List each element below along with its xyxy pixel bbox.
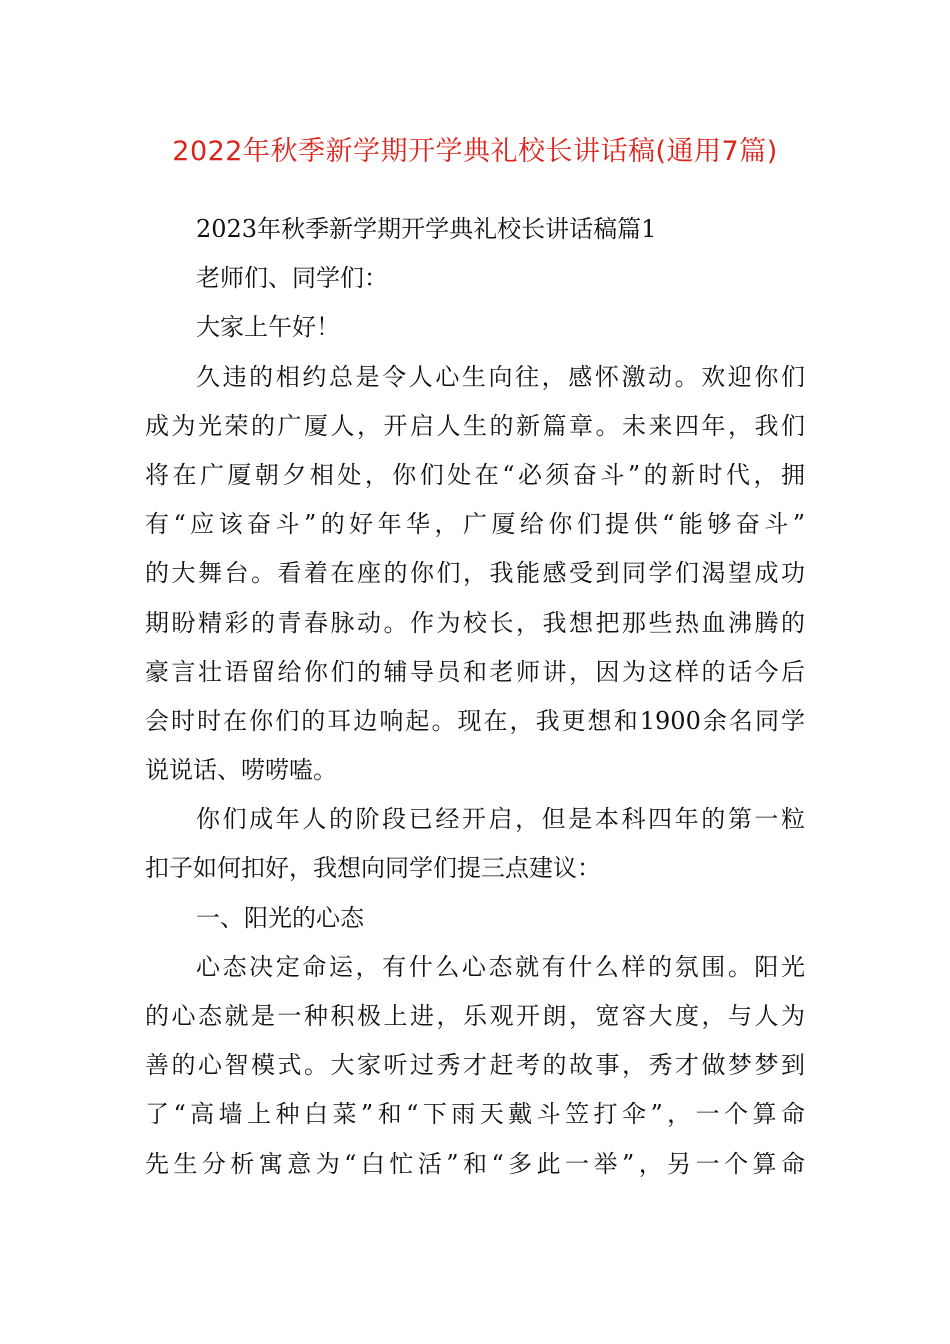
- paragraph-line: 将在广厦朝夕相处，你们处在“必须奋斗”的新时代，拥: [145, 460, 805, 489]
- paragraph-line: 的心态就是一种积极上进，乐观开朗，宽容大度，与人为: [145, 1002, 805, 1030]
- paragraph-line: 你们成年人的阶段已经开启，但是本科四年的第一粒: [196, 805, 805, 834]
- paragraph-line: 了“高墙上种白菜”和“下雨天戴斗笠打伞”，一个算命: [145, 1100, 805, 1129]
- paragraph-line: 成为光荣的广厦人，开启人生的新篇章。未来四年，我们: [145, 411, 805, 440]
- paragraph-line: 说说话、唠唠嗑。: [145, 756, 337, 785]
- greeting-line: 大家上午好！: [196, 313, 340, 342]
- paragraph-line: 期盼精彩的青春脉动。作为校长，我想把那些热血沸腾的: [145, 608, 805, 637]
- paragraph-line: 豪言壮语留给你们的辅导员和老师讲，因为这样的话今后: [145, 657, 805, 686]
- section-heading: 2023年秋季新学期开学典礼校长讲话稿篇1: [196, 215, 657, 243]
- paragraph-line: 扣子如何扣好，我想向同学们提三点建议：: [145, 854, 601, 883]
- subsection-heading: 一、阳光的心态: [196, 903, 364, 932]
- paragraph-line: 先生分析寓意为“白忙活”和“多此一举”，另一个算命: [145, 1149, 805, 1178]
- paragraph-line: 的大舞台。看着在座的你们，我能感受到同学们渴望成功: [145, 559, 805, 588]
- paragraph-line: 久违的相约总是令人心生向往，感怀激动。欢迎你们: [196, 362, 805, 391]
- document-title: 2022年秋季新学期开学典礼校长讲话稿(通用7篇): [172, 136, 778, 167]
- paragraph-line: 善的心智模式。大家听过秀才赶考的故事，秀才做梦梦到: [145, 1051, 805, 1080]
- salutation-line: 老师们、同学们：: [196, 264, 388, 293]
- document-body: [145, 205, 805, 1189]
- paragraph-line: 有“应该奋斗”的好年华，广厦给你们提供“能够奋斗”: [145, 510, 805, 539]
- paragraph-line: 心态决定命运，有什么心态就有什么样的氛围。阳光: [196, 952, 805, 981]
- paragraph-line: 会时时在你们的耳边响起。现在，我更想和1900余名同学: [145, 706, 805, 735]
